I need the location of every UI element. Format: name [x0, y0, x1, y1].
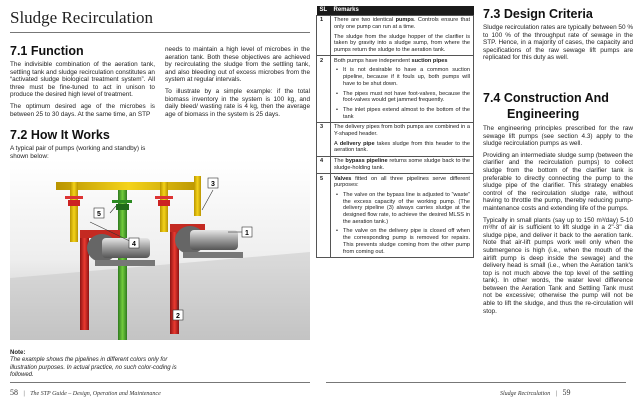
right-footer [500, 388, 570, 397]
delivery-riser-1 [70, 182, 78, 242]
left-footer-text: The STP Guide – Design, Operation and Maintenance [30, 391, 161, 397]
row-2-bold: suction pipes [411, 57, 448, 64]
function-paragraph-4: To illustrate by a simple example: if the total biomass inventory in the system is 100 kg, and daily bleed/ wasting rate is 4 kg, then the average age of biomass in the system is 25 days. [165, 87, 310, 118]
table-row [317, 174, 474, 258]
row-2-text-a: Both pumps have independent [334, 57, 412, 64]
row-5-text-c: fitted on all three pipelines serve different purposes: [334, 175, 470, 189]
row-5-para-1 [334, 176, 470, 189]
section-7-4-title [483, 90, 633, 122]
remarks-table [316, 6, 474, 258]
row-3-text-a: A [334, 140, 340, 147]
pump-1 [87, 234, 155, 266]
row-2-sl: 2 [317, 56, 331, 123]
header-rule [10, 32, 310, 33]
row-1-para-2: The sludge from the sludge hopper of the clarifier is taken by gravity into a sludge sump, from where the pumps return the sludge to the aeration tank. [334, 33, 470, 54]
row-1-sl: 1 [317, 15, 331, 56]
how-it-works-paragraph: A typical pair of pumps (working and standby) is shown below: [10, 145, 146, 160]
row-3-bold: delivery pipe [339, 140, 375, 147]
row-4-remarks [331, 156, 474, 173]
left-page-number: 58 [10, 388, 18, 397]
list-item: • The pipes must not have foot-valves, because the foot-valves would get jammed frequently. [334, 91, 470, 104]
label-4 [129, 238, 139, 248]
delivery-riser-3 [194, 176, 201, 216]
row-3-remarks [331, 122, 474, 156]
table-row [317, 15, 474, 56]
label-5 [94, 208, 104, 218]
row-4-sl: 4 [317, 156, 331, 173]
row-3-sl: 3 [317, 122, 331, 156]
section-7-3 [483, 7, 633, 62]
section-7-1-col2 [165, 46, 310, 118]
section-7-1 [10, 44, 155, 118]
section-7-4-title-line-1: 7.4 Construction And [483, 91, 609, 105]
row-3-para-1: The delivery pipes from both pumps are combined in a Y-shaped header. [334, 124, 470, 138]
row-4-text-c: returns some sludge back to the sludge-holding tank. [334, 158, 471, 171]
section-7-4-title-line-2: Engineering [507, 107, 580, 121]
section-7-1-title: 7.1 Function [10, 44, 84, 58]
construction-paragraph-1: The engineering principles prescribed for the raw sewage lift pumps (see section 4.3) apply to the sludge recirculation pumps as well. [483, 125, 633, 148]
row-2-bullets [334, 67, 470, 120]
table-row [317, 56, 474, 123]
construction-paragraph-3: Typically in small plants (say up to 150 m³/day) 5-10 m³/hr of air is sufficient to lift sludge in a 2"-3" dia sludge pipe, and deliver it back to the aeration tank. Note that air-lift pumps work well only when the submergence is high (i.e., when the mouth of the airlift pump is deep inside the sewage) and the delivery head is small (i.e., when the Aeration tank's top is not much above the top level of the settling tank). In other words, the water level difference between the Aeration Tank and Settling Tank must not be excessive; otherwise the pump will not be able to lift the sludge, and thus the re-circulation will stop. [483, 216, 633, 315]
label-2 [173, 310, 183, 320]
row-3-para-2 [334, 141, 470, 154]
table-header-remarks: Remarks [331, 6, 474, 15]
table-header-sl: SL [317, 6, 331, 15]
function-paragraph-3: needs to maintain a high level of microbes in the aeration tank. Both these objectives are achieved by recirculating the sludge from the settling tank, and also bleeding out of excess microbes from the system at regular intervals. [165, 46, 310, 84]
row-2-remarks [331, 56, 474, 123]
row-4-text-a: The [334, 158, 346, 165]
right-footer-rule [326, 382, 626, 383]
list-item: • The valve on the bypass line is adjusted to “waste” the excess capacity of the working pump. (The delivery pipeline (3) always carries sludge at the designed flow rate, to achieve the desired MLSS in the aeration tank.) [334, 192, 470, 226]
note-heading: Note: [10, 350, 26, 356]
list-item: • It is not desirable to have a common suction pipeline, because if it fouls up, both pumps will have to be shut down. [334, 67, 470, 87]
design-criteria-paragraph: Sludge recirculation rates are typically between 50 % to 100 % of the throughput rate of sewage in the STP. Hence, in a majority of cases, the capacity and specifications of the raw sewage lift pumps are replicated for this duty as well. [483, 24, 633, 62]
label-1-text: 1 [245, 230, 249, 237]
section-7-3-title: 7.3 Design Criteria [483, 7, 593, 21]
label-5-text: 5 [97, 211, 101, 218]
right-footer-divider: | [555, 391, 557, 397]
figure-note [10, 350, 180, 379]
section-7-2-title: 7.2 How It Works [10, 128, 110, 142]
row-4-bold: bypass pipeline [345, 158, 388, 165]
right-footer-text: Sludge Recirculation [500, 391, 551, 397]
pump-illustration [10, 160, 310, 340]
label-3 [208, 178, 218, 188]
page-header-title: Sludge Recirculation [10, 8, 154, 27]
row-1-para-1 [334, 17, 470, 30]
label-2-text: 2 [176, 313, 180, 320]
row-1-bold: pumps [395, 17, 414, 24]
row-1-text-a: There are two identical [334, 17, 396, 24]
row-1-text-c: . Controls ensure that only one pump can run at a time. [334, 17, 470, 30]
label-1 [242, 227, 252, 237]
list-item: • The inlet pipes extend almost to the bottom of the tank [334, 107, 470, 120]
function-paragraph-2: The optimum desired age of the microbes is between 25 to 30 days. At the same time, an STP [10, 102, 155, 118]
section-7-4 [483, 90, 633, 315]
left-footer-rule [10, 382, 310, 383]
row-3-text-c: takes sludge from this header to the aeration tank. [334, 140, 470, 154]
pump-2 [175, 226, 243, 258]
right-page-number: 59 [562, 388, 571, 397]
note-text: The example shows the pipelines in different colors only for illustration purposes. In actual practice, no such color-coding is followed. [10, 357, 177, 378]
construction-paragraph-2: Providing an intermediate sludge sump (between the clarifier and the recirculation pumps) to collect sludge from the bottom of the clarifier tank is preferable to directly connecting the pump to the sludge pipe of the clarifier. This strategy enables control of the recirculation sludge rate, without having to throttle the pump, thereby reducing pump-maintenance costs and extending life of the pumps. [483, 151, 633, 212]
row-1-remarks [331, 15, 474, 56]
table-row [317, 122, 474, 156]
row-2-para-1 [334, 58, 470, 65]
left-footer-divider: | [23, 391, 25, 397]
table-row [317, 156, 474, 173]
row-5-remarks [331, 174, 474, 258]
section-7-2 [10, 128, 155, 160]
function-paragraph-1: The indivisible combination of the aeration tank, settling tank and sludge recirculation constitutes an “activated sludge biological treatment system”. All three must be fine-tuned to act in unison to produce the desired high level of treatment. [10, 61, 155, 99]
list-item: • The valve on the delivery pipe is closed off when the corresponding pump is removed for repairs. This prevents sludge coming from the other pump from coming out. [334, 228, 470, 255]
row-4-para-1 [334, 158, 470, 171]
label-3-text: 3 [211, 181, 215, 188]
left-footer [10, 388, 161, 397]
delivery-riser-2 [160, 182, 168, 232]
row-5-sl: 5 [317, 174, 331, 258]
row-5-bold: Valves [334, 175, 352, 182]
label-4-text: 4 [132, 241, 136, 248]
row-5-bullets [334, 192, 470, 255]
